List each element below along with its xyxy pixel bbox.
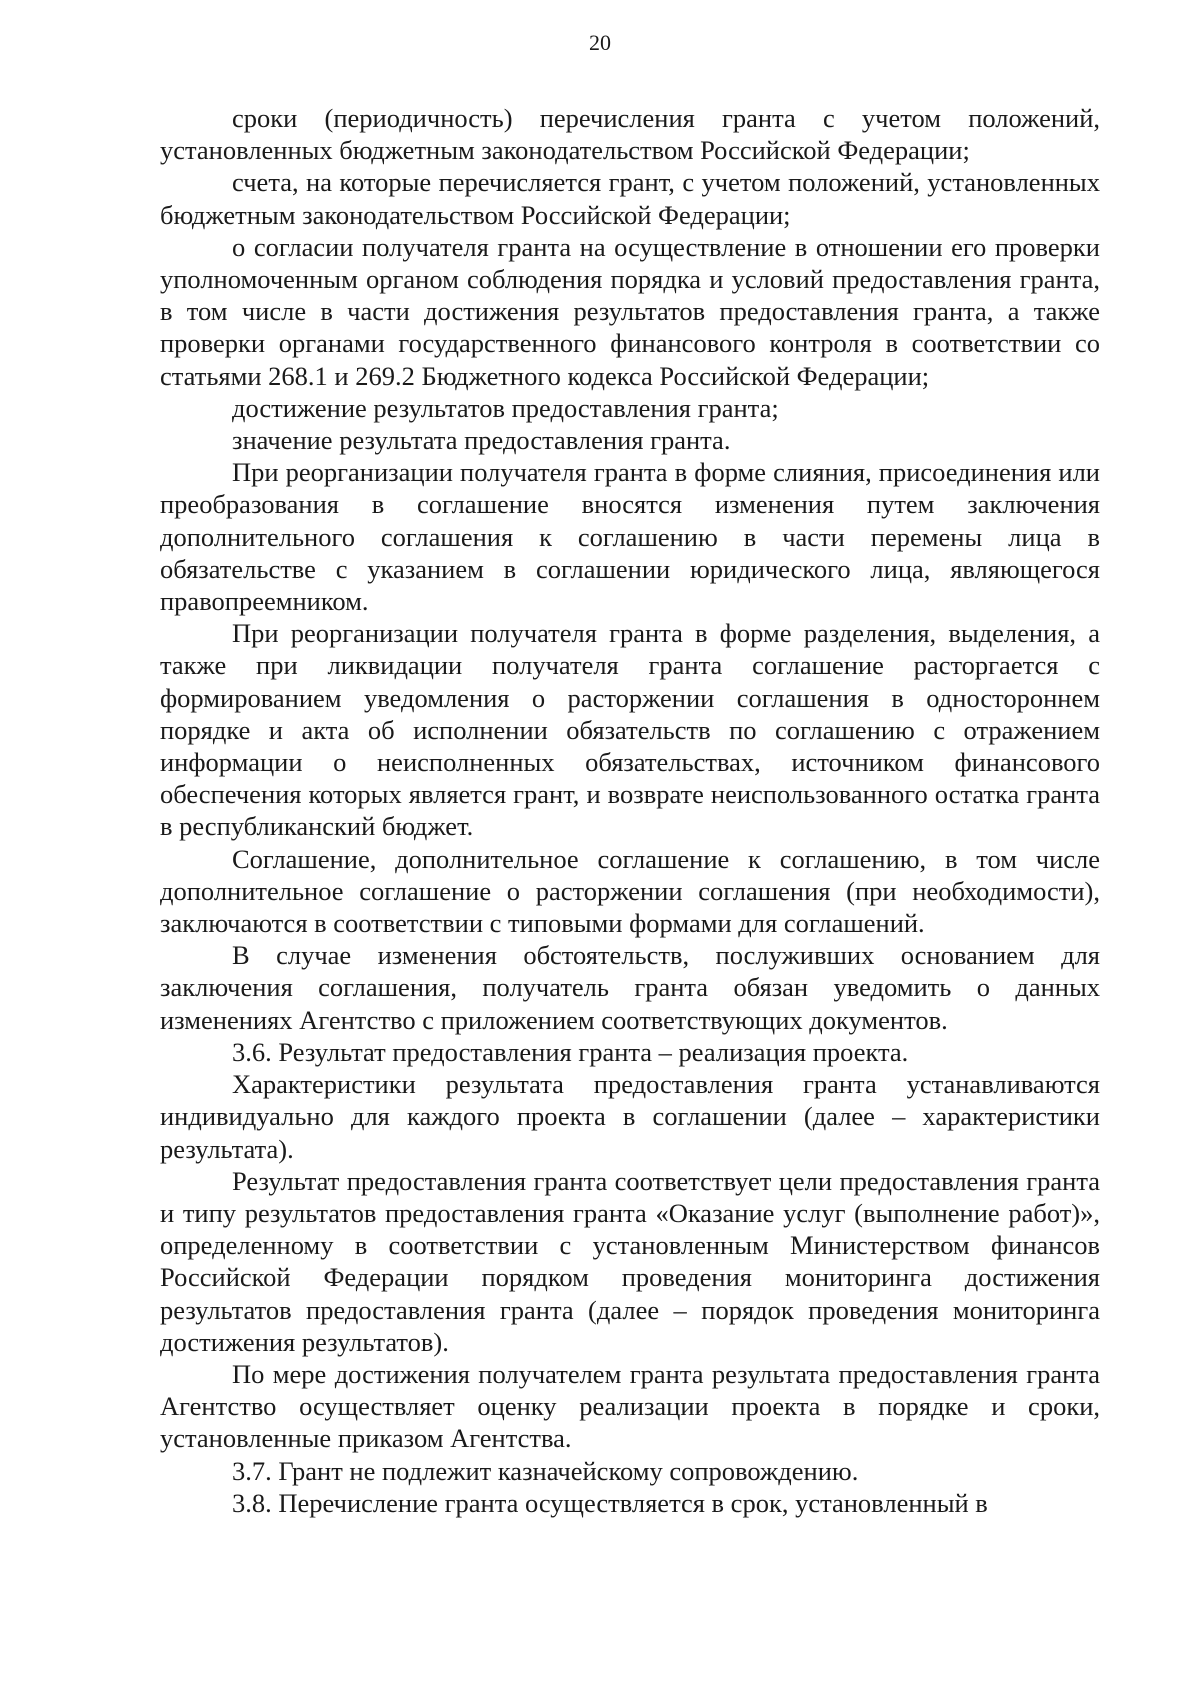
page-number: 20 — [589, 30, 611, 55]
paragraph-change-notification: В случае изменения обстоятельств, послуживших основанием для заключения соглашения, получатель гранта обязан уведомить о данных изменениях Агентство с приложением соответствующих документов. — [160, 940, 1100, 1035]
paragraph-reorganization-merger: При реорганизации получателя гранта в форме слияния, присоединения или преобразования в соглашение вносятся изменения путем заключения дополнительного соглашения к соглашению в части перемены лица в обязательстве с указанием в соглашении юридического лица, являющегося правопреемником. — [160, 457, 1100, 617]
paragraph-result-type: Результат предоставления гранта соответствует цели предоставления гранта и типу результатов предоставления гранта «Оказание услуг (выполнение работ)», определенному в соответствии с установленным Министерством финансов Российской Федерации порядком проведения мониторинга достижения результатов предоставления гранта (далее – порядок проведения мониторинга достижения результатов). — [160, 1165, 1100, 1357]
paragraph-section-3-6: 3.6. Результат предоставления гранта – реализация проекта. — [232, 1036, 909, 1067]
paragraph-grant-transfer-terms: сроки (периодичность) перечисления гранта с учетом положений, установленных бюджетным законодательством Российской Федерации; — [160, 103, 1100, 166]
paragraph-project-evaluation: По мере достижения получателем гранта результата предоставления гранта Агентство осуществляет оценку реализации проекта в порядке и сроки, установленные приказом Агентства. — [160, 1358, 1100, 1454]
paragraph-reorganization-division: При реорганизации получателя гранта в форме разделения, выделения, а также при ликвидации получателя гранта соглашение расторгается с формированием уведомления о расторжении соглашения в одностороннем порядке и акта об исполнении обязательств по соглашению с отражением информации о неисполненных обязательствах, источником финансового обеспечения которых является грант, и возврате неиспользованного остатка гранта в республиканский бюджет. — [160, 618, 1100, 842]
paragraph-result-value: значение результата предоставления гранта. — [232, 425, 731, 456]
paragraph-section-3-7: 3.7. Грант не подлежит казначейскому сопровождению. — [232, 1455, 859, 1486]
paragraph-agreement-forms: Соглашение, дополнительное соглашение к соглашению, в том числе дополнительное соглашение о расторжении соглашения (при необходимости), заключаются в соответствии с типовыми формами для соглашений. — [160, 843, 1100, 939]
paragraph-result-characteristics: Характеристики результата предоставления гранта устанавливаются индивидуально для каждого проекта в соглашении (далее – характеристики результата). — [160, 1069, 1100, 1164]
paragraph-inspection-consent: о согласии получателя гранта на осуществление в отношении его проверки уполномоченным органом соблюдения порядка и условий предоставления гранта, в том числе в части достижения результатов предоставления гранта, а также проверки органами государственного финансового контроля в соответствии со статьями 268.1 и 269.2 Бюджетного кодекса Российской Федерации; — [160, 231, 1100, 391]
paragraph-results-achievement: достижение результатов предоставления гранта; — [232, 392, 779, 423]
document-body — [160, 102, 1100, 1519]
paragraph-grant-accounts: счета, на которые перечисляется грант, с учетом положений, установленных бюджетным законодательством Российской Федерации; — [160, 167, 1100, 230]
paragraph-section-3-8: 3.8. Перечисление гранта осуществляется в срок, установленный в — [232, 1487, 988, 1518]
